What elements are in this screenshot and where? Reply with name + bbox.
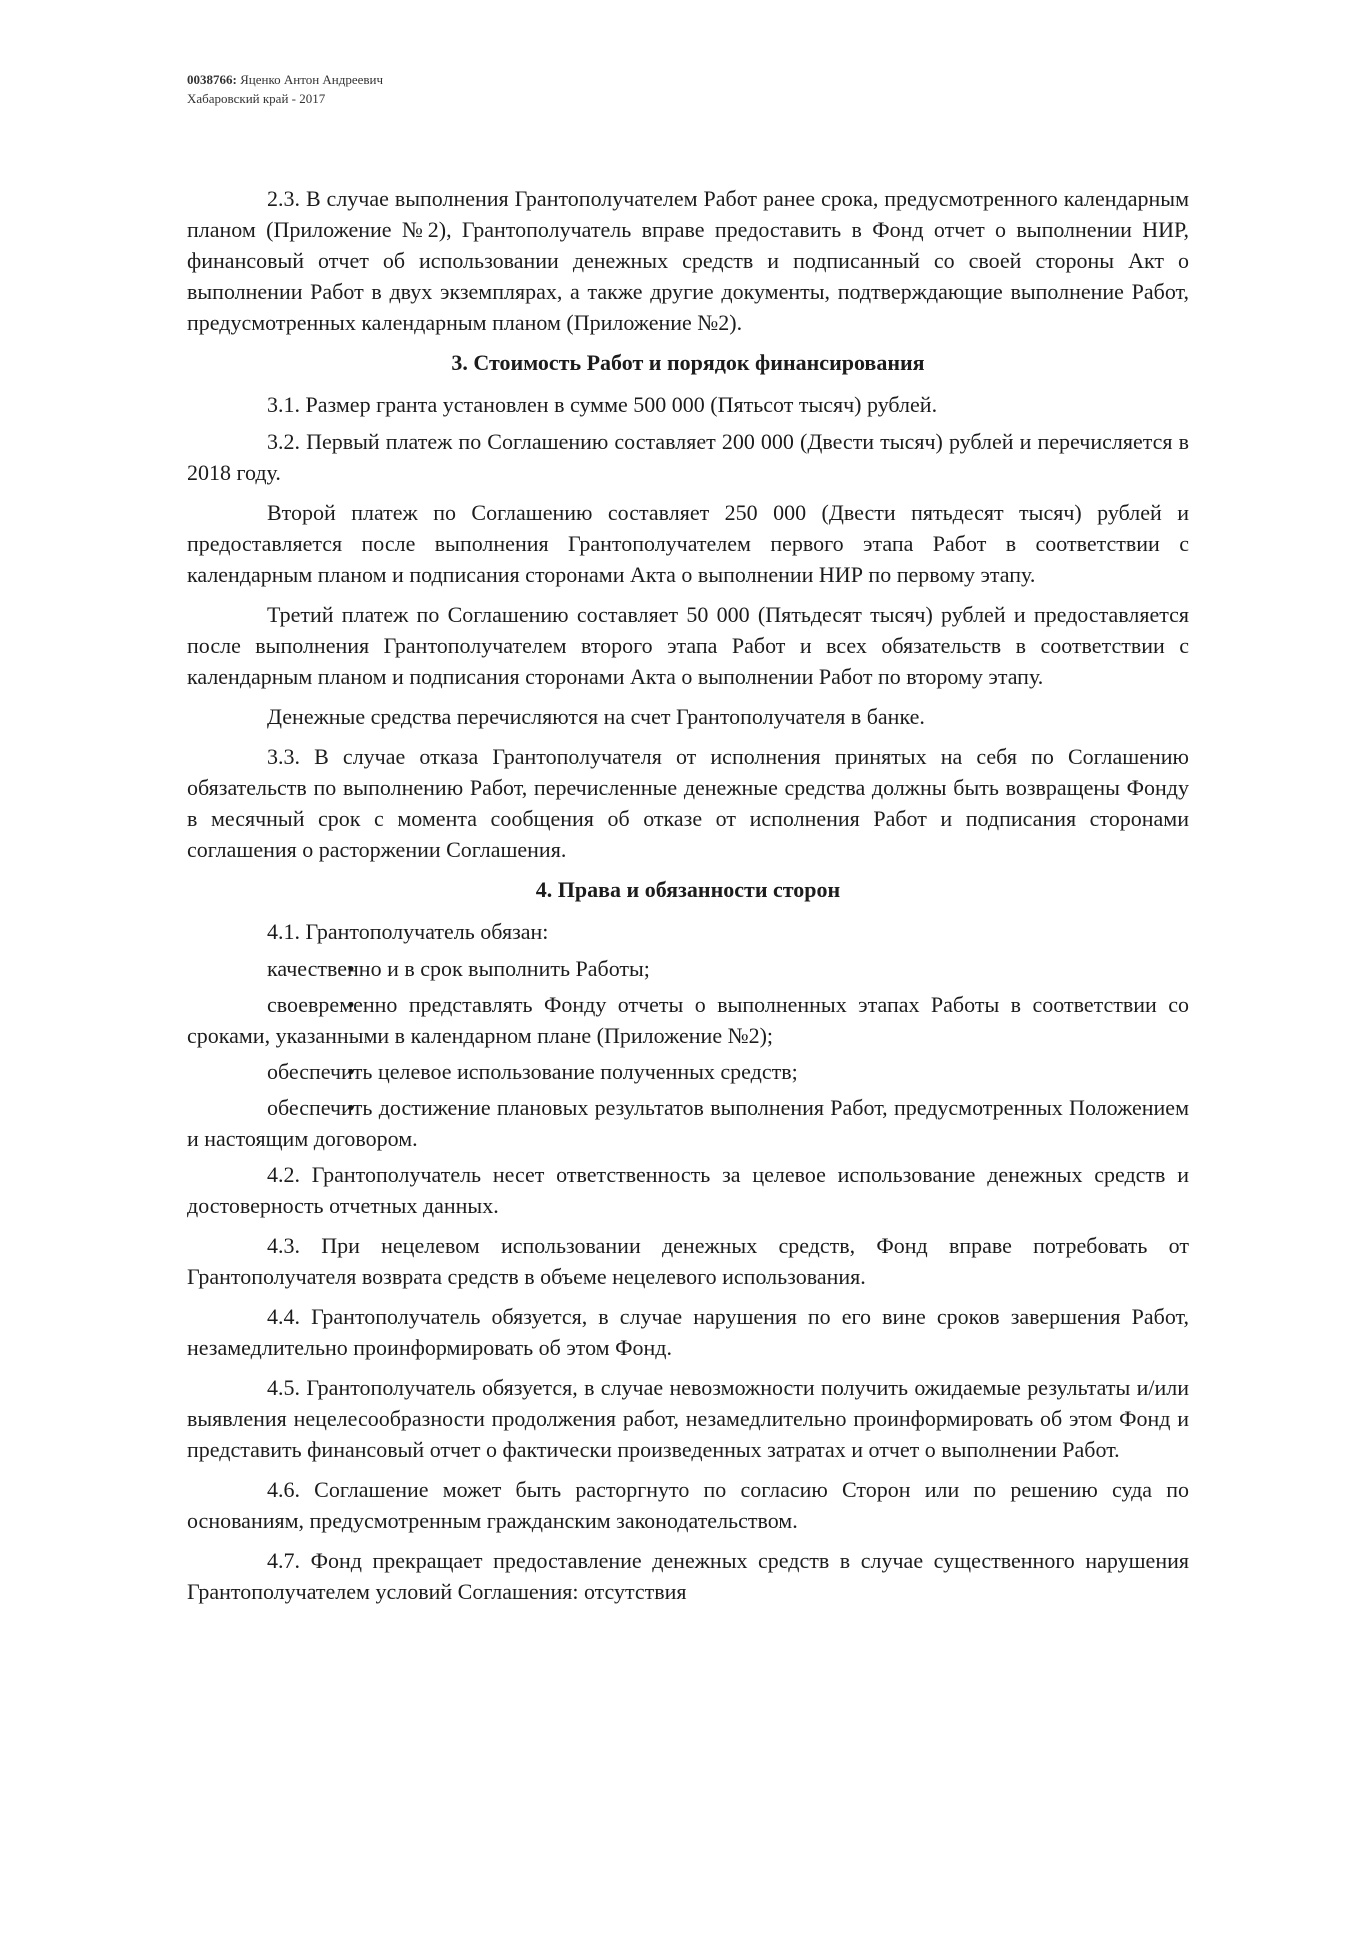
- applicant-name: Яценко Антон Андреевич: [240, 72, 384, 87]
- document-header: [187, 70, 383, 108]
- bullet-icon: [187, 989, 262, 1051]
- paragraph-4-4: 4.4. Грантополучатель обязуется, в случае нарушения по его вине сроков завершения Работ, незамедлительно проинформировать об этом Фонд.: [187, 1304, 1189, 1360]
- paragraph-4-7: 4.7. Фонд прекращает предоставление денежных средств в случае существенного нарушения Грантополучателем условий Соглашения: отсутствия: [187, 1548, 1189, 1604]
- paragraph-3-2: 3.2. Первый платеж по Соглашению составляет 200 000 (Двести тысяч) рублей и перечисляется в 2018 году.: [187, 429, 1189, 485]
- bullet-icon: [187, 1056, 262, 1087]
- paragraph-4-6: 4.6. Соглашение может быть расторгнуто по согласию Сторон или по решению суда по основаниям, предусмотренным гражданским законодательством.: [187, 1477, 1189, 1533]
- bullet-icon: [187, 953, 262, 984]
- section-3-title: 3. Стоимость Работ и порядок финансирования: [451, 350, 925, 375]
- paragraph-3-1: 3.1. Размер гранта установлен в сумме 500 000 (Пятьсот тысяч) рублей.: [267, 392, 938, 417]
- list-item: [187, 953, 1189, 984]
- list-item: [187, 989, 1189, 1051]
- paragraph-3-2-transfer: Денежные средства перечисляются на счет Грантополучателя в банке.: [267, 704, 925, 729]
- paragraph-4-1: 4.1. Грантополучатель обязан:: [267, 919, 549, 944]
- list-item-text: своевременно представлять Фонду отчеты о выполненных этапах Работы в соответствии со сроками, указанными в календарном плане (Приложение №2);: [187, 992, 1189, 1048]
- document-body: [187, 183, 1189, 1616]
- list-item-text: обеспечить целевое использование полученных средств;: [267, 1059, 798, 1084]
- section-4-title: 4. Права и обязанности сторон: [535, 877, 841, 902]
- paragraph-3-2-third-payment: Третий платеж по Соглашению составляет 50 000 (Пятьдесят тысяч) рублей и предоставляется после выполнения Грантополучателем второго этапа Работ и всех обязательств в соответствии с календарным планом и подписания сторонами Акта о выполнении Работ по второму этапу.: [187, 602, 1189, 689]
- registration-id: 0038766:: [187, 72, 237, 87]
- list-item-text: обеспечить достижение плановых результатов выполнения Работ, предусмотренных Положением и настоящим договором.: [187, 1095, 1189, 1151]
- paragraph-3-3: 3.3. В случае отказа Грантополучателя от исполнения принятых на себя по Соглашению обязательств по выполнению Работ, перечисленные денежные средства должны быть возвращены Фонду в месячный срок с момента сообщения об отказе от исполнения Работ и подписания сторонами соглашения о расторжении Соглашения.: [187, 744, 1189, 862]
- paragraph-4-5: 4.5. Грантополучатель обязуется, в случае невозможности получить ожидаемые результаты и/или выявления нецелесообразности продолжения работ, незамедлительно проинформировать об этом Фонд и представить финансовый отчет о фактически произведенных затратах и отчет о выполнении Работ.: [187, 1375, 1189, 1462]
- paragraph-3-2-second-payment: Второй платеж по Соглашению составляет 250 000 (Двести пятьдесят тысяч) рублей и предоставляется после выполнения Грантополучателем первого этапа Работ в соответствии с календарным планом и подписания сторонами Акта о выполнении НИР по первому этапу.: [187, 500, 1189, 587]
- paragraph-2-3: 2.3. В случае выполнения Грантополучателем Работ ранее срока, предусмотренного календарным планом (Приложение №2), Грантополучатель вправе предоставить в Фонд отчет о выполнении НИР, финансовый отчет об использовании денежных средств и подписанный со своей стороны Акт о выполнении Работ в двух экземплярах, а также другие документы, подтверждающие выполнение Работ, предусмотренных календарным планом (Приложение №2).: [187, 186, 1189, 335]
- bullet-icon: [187, 1092, 262, 1154]
- header-line-1: [187, 70, 383, 89]
- list-item: [187, 1092, 1189, 1154]
- paragraph-4-3: 4.3. При нецелевом использовании денежных средств, Фонд вправе потребовать от Грантополучателя возврата средств в объеме нецелевого использования.: [187, 1233, 1189, 1289]
- list-item-text: качественно и в срок выполнить Работы;: [267, 956, 650, 981]
- header-region: Хабаровский край - 2017: [187, 91, 326, 106]
- paragraph-4-2: 4.2. Грантополучатель несет ответственность за целевое использование денежных средств и достоверность отчетных данных.: [187, 1162, 1189, 1218]
- list-item: [187, 1056, 1189, 1087]
